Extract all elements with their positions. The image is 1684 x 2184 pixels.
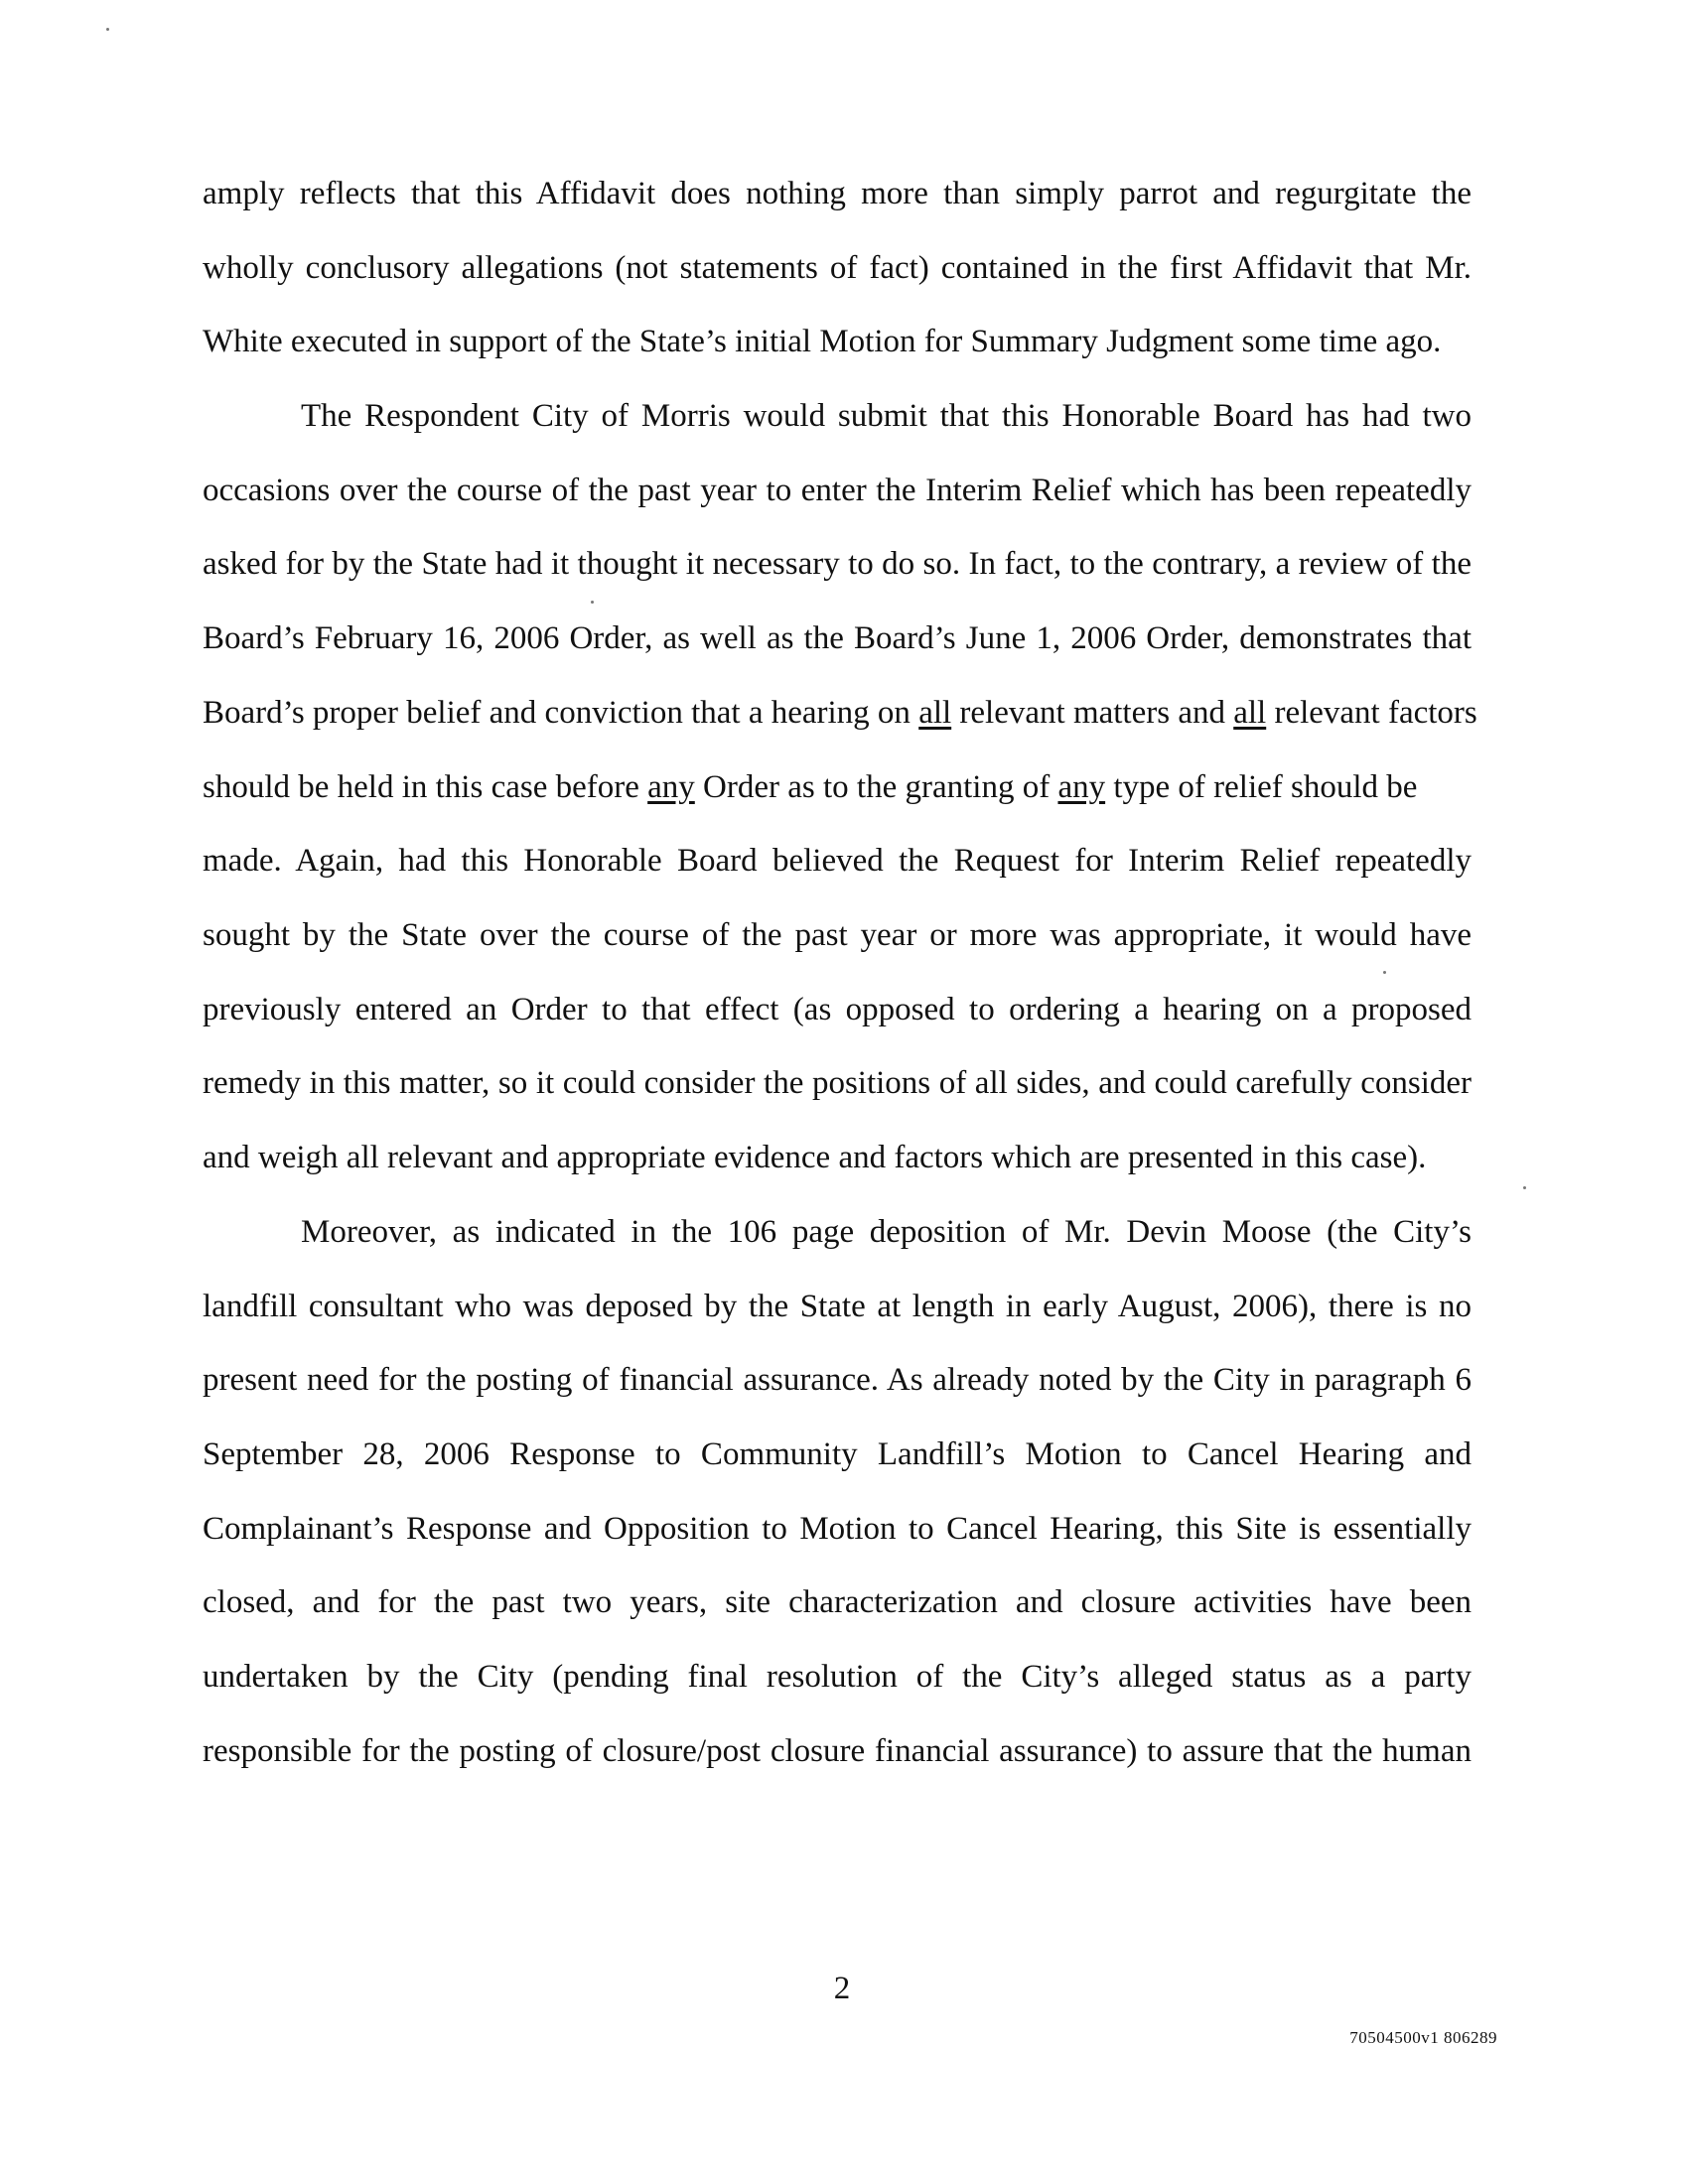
underlined-word: any (1057, 769, 1106, 805)
text-segment: should be held in this case before (203, 769, 648, 805)
scan-speck (106, 28, 109, 31)
paragraph-start-line: Moreover, as indicated in the 106 page deposition of Mr. Devin Moose (the City’s (301, 1214, 1472, 1250)
text-line-underlined (203, 693, 1477, 733)
text-line: amply reflects that this Affidavit does nothing more than simply parrot and regurgitate the (203, 176, 1472, 211)
text-line: wholly conclusory allegations (not statements of fact) contained in the first Affidavit that Mr. (203, 250, 1472, 286)
text-line: White executed in support of the State’s initial Motion for Summary Judgment some time ago. (203, 324, 1442, 359)
document-id: 70504500v1 806289 (1349, 2028, 1497, 2047)
scan-speck (1523, 1186, 1526, 1189)
text-line: asked for by the State had it thought it necessary to do so. In fact, to the contrary, a review of the (203, 546, 1472, 582)
scan-speck (1383, 971, 1386, 974)
underlined-word: all (1233, 695, 1267, 731)
scan-speck (591, 601, 594, 604)
text-line: previously entered an Order to that effect (as opposed to ordering a hearing on a proposed (203, 992, 1472, 1027)
text-line: closed, and for the past two years, site characterization and closure activities have been (203, 1584, 1472, 1620)
text-segment: relevant factors (1266, 695, 1477, 731)
text-line: sought by the State over the course of the past year or more was appropriate, it would have (203, 917, 1472, 953)
page-number: 2 (833, 1971, 851, 2006)
text-line-underlined (203, 767, 1472, 807)
text-line: landfill consultant who was deposed by the State at length in early August, 2006), there is no (203, 1289, 1472, 1324)
paragraph-start-line: The Respondent City of Morris would submit that this Honorable Board has had two (301, 398, 1472, 434)
text-segment: type of relief should be (1105, 769, 1418, 805)
text-line: Board’s February 16, 2006 Order, as well as the Board’s June 1, 2006 Order, demonstrates that (203, 620, 1472, 656)
text-line: responsible for the posting of closure/post closure financial assurance) to assure that the human (203, 1733, 1472, 1769)
text-segment: relevant matters and (951, 695, 1234, 731)
text-line: present need for the posting of financial assurance. As already noted by the City in paragraph 6 (203, 1362, 1472, 1398)
text-line: undertaken by the City (pending final resolution of the City’s alleged status as a party (203, 1659, 1472, 1695)
text-segment: Order as to the granting of (694, 769, 1058, 805)
text-line: and weigh all relevant and appropriate evidence and factors which are presented in this case). (203, 1140, 1427, 1175)
text-line: remedy in this matter, so it could consider the positions of all sides, and could carefully consider (203, 1065, 1472, 1101)
text-line: September 28, 2006 Response to Community Landfill’s Motion to Cancel Hearing and (203, 1436, 1472, 1472)
text-line: made. Again, had this Honorable Board believed the Request for Interim Relief repeatedly (203, 843, 1472, 879)
text-segment: Board’s proper belief and conviction that a hearing on (203, 695, 919, 731)
text-line: Complainant’s Response and Opposition to Motion to Cancel Hearing, this Site is essentially (203, 1511, 1472, 1547)
underlined-word: any (647, 769, 695, 805)
underlined-word: all (918, 695, 952, 731)
text-line: occasions over the course of the past year to enter the Interim Relief which has been repeatedly (203, 473, 1472, 508)
